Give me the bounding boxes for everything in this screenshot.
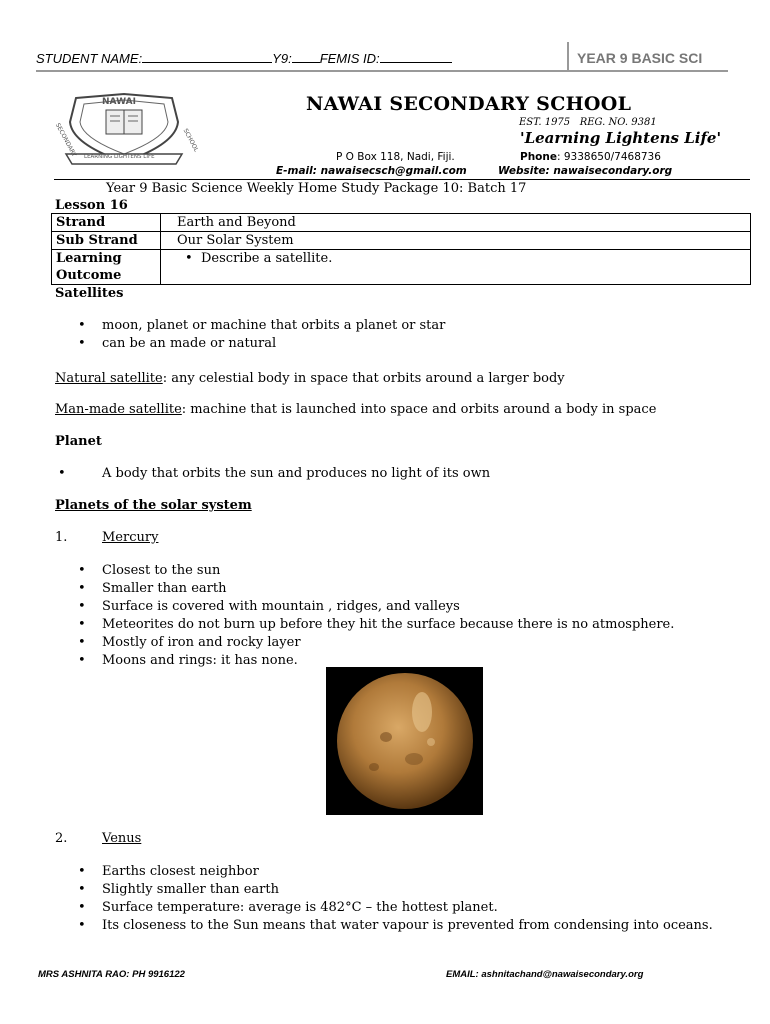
satellites-list: [54, 317, 770, 353]
school-motto: 'Learning Lightens Life': [520, 129, 722, 147]
list-item: • Moons and rings: it has none.: [102, 652, 770, 670]
femis-id-label: FEMIS ID:: [319, 51, 380, 66]
venus-number: 2.: [55, 831, 68, 846]
student-name-blank[interactable]: [142, 50, 272, 63]
mercury-number: 1.: [55, 530, 68, 545]
header-rule: [36, 70, 728, 72]
header-divider: [567, 42, 569, 72]
mercury-title: Mercury: [102, 530, 159, 545]
list-item: • moon, planet or machine that orbits a planet or star: [102, 317, 770, 335]
list-item: • Smaller than earth: [102, 580, 770, 598]
logo-top-text: NAWAI: [102, 97, 136, 107]
list-item: • Meteorites do not burn up before they hit the surface because there is no atmosphere.: [102, 616, 770, 634]
website-label: Website: [498, 165, 546, 177]
list-item: • Its closeness to the Sun means that water vapour is prevented from condensing into oceans.: [102, 917, 770, 935]
school-website: [498, 165, 672, 177]
outcome-text: Describe a satellite.: [201, 251, 333, 266]
list-item: • Surface is covered with mountain , ridges, and valleys: [102, 598, 770, 616]
table-value: Earth and Beyond: [161, 214, 751, 232]
school-logo: [53, 92, 200, 168]
year-tab: YEAR 9 BASIC SCI: [577, 50, 703, 66]
table-label: Learning Outcome: [52, 250, 161, 285]
phone-label: Phone: [520, 151, 557, 163]
satellites-heading: Satellites: [55, 286, 124, 301]
email-label: E-mail: [276, 165, 313, 177]
mercury-planet-icon: [326, 667, 483, 815]
list-item: • Surface temperature: average is 482°C – the hottest planet.: [102, 899, 770, 917]
natural-satellite-term: Natural satellite: [55, 371, 163, 386]
mercury-image: [326, 667, 483, 815]
list-item: • Earths closest neighbor: [102, 863, 770, 881]
bullet: •: [58, 466, 66, 481]
planet-heading: Planet: [55, 434, 102, 449]
table-label: Sub Strand: [52, 232, 161, 250]
table-row: [52, 214, 751, 232]
school-email: [276, 165, 467, 177]
est-reg: [519, 117, 657, 128]
list-item: • Slightly smaller than earth: [102, 881, 770, 899]
natural-satellite-def: : any celestial body in space that orbits around a larger body: [162, 371, 565, 386]
website-value[interactable]: : nawaisecondary.org: [545, 165, 673, 177]
list-item: • Closest to the sun: [102, 562, 770, 580]
logo-banner-text: LEARNING LIGHTENS LIFE: [84, 154, 155, 160]
venus-title: Venus: [102, 831, 142, 846]
lesson-table: [51, 213, 751, 285]
list-item: • can be an made or natural: [102, 335, 770, 353]
student-info-line: [36, 50, 452, 66]
table-row: [52, 250, 751, 285]
mercury-list: [54, 562, 770, 670]
bullet: •: [185, 251, 193, 266]
phone-value: : 9338650/7468736: [556, 151, 661, 163]
femis-id-blank[interactable]: [380, 50, 452, 63]
y9-blank[interactable]: [292, 50, 320, 63]
planet-definition: A body that orbits the sun and produces no light of its own: [102, 466, 491, 481]
logo-right-text: SCHOOL: [181, 127, 200, 154]
package-title: Year 9 Basic Science Weekly Home Study Package 10: Batch 17: [106, 181, 527, 196]
school-address: P O Box 118, Nadi, Fiji.: [336, 151, 455, 163]
table-row: [52, 232, 751, 250]
reg-text: REG. NO. 9381: [579, 117, 657, 128]
lesson-number: Lesson 16: [55, 198, 128, 213]
venus-list: [54, 863, 770, 935]
natural-satellite-definition: [55, 370, 565, 388]
email-value[interactable]: : nawaisecsch@gmail.com: [312, 165, 467, 177]
table-value: [161, 250, 751, 285]
manmade-satellite-term: Man-made satellite: [55, 402, 182, 417]
manmade-satellite-definition: [55, 401, 656, 419]
manmade-satellite-def: : machine that is launched into space and orbits around a body in space: [181, 402, 657, 417]
logo-left-text: SECONDARY: [53, 122, 78, 159]
est-text: EST. 1975: [519, 117, 571, 128]
footer-teacher: MRS ASHNITA RAO: PH 9916122: [38, 969, 185, 980]
footer-email: EMAIL: ashnitachand@nawaisecondary.org: [446, 969, 644, 980]
school-phone: [520, 151, 661, 163]
y9-label: Y9:: [272, 51, 292, 66]
planets-heading: Planets of the solar system: [55, 498, 252, 513]
student-name-label: STUDENT NAME:: [36, 51, 143, 66]
table-value: Our Solar System: [161, 232, 751, 250]
list-item: • Mostly of iron and rocky layer: [102, 634, 770, 652]
school-name: NAWAI SECONDARY SCHOOL: [306, 93, 632, 115]
table-label: Strand: [52, 214, 161, 232]
